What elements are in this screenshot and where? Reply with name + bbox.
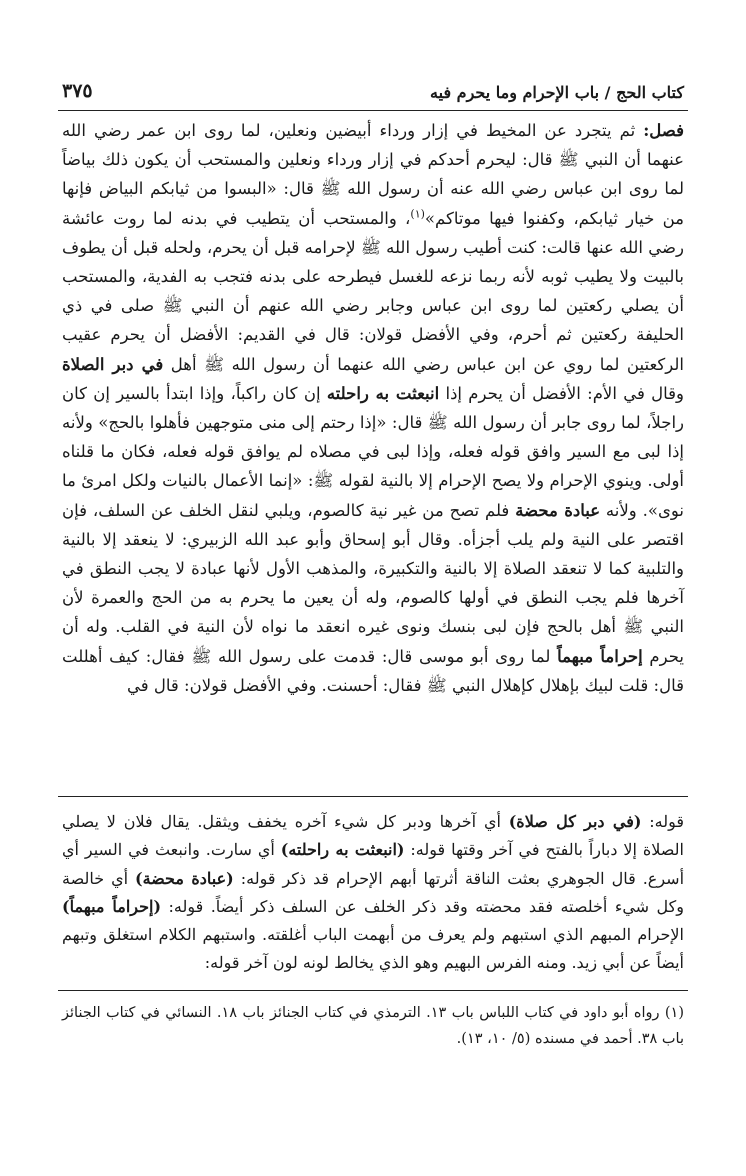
text-run: فلم تصح من غير نية كالصوم، ويلبي لنقل الخلف عن السلف، فإن اقتصر على النية ولم يلب أجزأه. وقال أبو إسحاق وأبو عبد الله الزبيري: لا ينعقد إلا بالنية والتلبية كما لا تنعقد الصلاة إلا بالنية والتكبيرة، والمذهب الأول لأنها عبادة لا يجب النطق في آخرها فلم يجب النطق في أولها كالصوم، وله أن يعين ما يحرم به من الحج والعمرة لأن النبي ﷺ أهل بالحج فإن لبى بنسك ونوى غيره انعقد ما نواه لأن النية في القلب. وله أن يحرم — [62, 500, 684, 666]
text-run: ثم يتجرد عن المخيط في إزار ورداء أبيضين ونعلين، لما روى ابن عمر رضي الله عنهما أن النبي ﷺ قال: ليحرم أحدكم في إزار ورداء ونعلين والمستحب أن يكون ذلك بياضاً لما روى ابن عباس رضي الله عنه أن رسول الله ﷺ قال: «البسوا من ثيابكم البياض فإنها من خيار ثيابكم، وكفنوا فيها موتاكم» — [62, 121, 684, 228]
main-paragraph — [62, 116, 684, 700]
glossed-term: (انبعثت به راحلته) — [280, 840, 405, 860]
highlight-term: في دبر الصلاة — [62, 354, 164, 374]
highlight-term: انبعثت به راحلته — [326, 383, 440, 403]
page-header — [62, 66, 684, 110]
glossed-term: (في دبر كل صلاة) — [508, 812, 642, 831]
text-run: ، والمستحب أن يتطيب في بدنه لما روت عائشة رضي الله عنها قالت: كنت أطيب رسول الله ﷺ لإحرامه قبل أن يحرم، ولحله قبل أن يطوف بالبيت ولا يطيب ثوبه لأنه ربما نزعه للغسل فيطرحه على بدنه فتجب به الفدية، والمستحب أن يصلي ركعتين لما روى ابن عباس وجابر رضي الله عنهم أن النبي ﷺ صلى في ذي الحليفة ركعتين ثم أحرم، وفي الأفضل قولان: قال في القديم: الأفضل أن يحرم عقيب الركعتين لما روي عن ابن عباس رضي الله عنهما أن رسول الله ﷺ أهل — [62, 208, 684, 374]
highlight-term: عبادة محضة — [515, 500, 601, 520]
glossed-term: (عبادة محضة) — [135, 868, 234, 888]
text-run: إن كان راكباً، وإذا ابتدأ بالسير إن كان راجلاً، لما روى جابر أن رسول الله ﷺ قال: «إذا رحتم إلى منى متوجهين فأهلوا بالحج» ولأنه إذا لبى مع السير وافق قوله فعله، وإذا لبى في مصلاه لم يوافق قوله فعله، فكان ما قلناه أولى. وينوي الإحرام ولا يصح الإحرام إلا بالنية لقوله ﷺ: «إنما الأعمال بالنيات ولكل امرئ ما نوى». ولأنه — [62, 383, 684, 520]
text-run: الإحرام المبهم الذي استبهم ولم يعرف من أبهمت الباب أغلقته. واستبهم الكلام استغلق وتبهم أيضاً عن أبي زيد. ومنه الفرس البهيم وهو الذي يخالط لونه لون آخر قوله: — [62, 925, 684, 973]
book-page — [62, 66, 684, 1156]
text-run: لما روى أبو موسى قال: قدمت على رسول الله ﷺ فقال: كيف أهللت قال: قلت لبيك بإهلال كإهلال النبي ﷺ فقال: أحسنت. وفي الأفضل قولان: قال في — [62, 646, 684, 695]
commentary-divider — [58, 796, 688, 797]
text-run: وقال في الأم: الأفضل أن يحرم إذا — [439, 383, 685, 403]
commentary-section — [62, 808, 684, 978]
header-rule — [58, 110, 688, 111]
footnote-1: (١) رواه أبو داود في كتاب اللباس باب ١٣. الترمذي في كتاب الجنائز باب ١٨. النسائي في كتاب الجنائز باب ٣٨. أحمد في مسنده (٥/ ١٠، ١٣). — [62, 1005, 685, 1047]
text-run: قوله: — [641, 812, 684, 831]
highlight-term: إحراماً مبهماً — [557, 646, 643, 666]
running-title: كتاب الحج / باب الإحرام وما يحرم فيه — [430, 83, 684, 102]
commentary-paragraph — [62, 808, 684, 978]
footnote-ref[interactable]: (١) — [410, 207, 425, 221]
main-text — [62, 116, 684, 700]
section-heading: فصل: — [643, 121, 684, 140]
text-run: أي آخرها ودبر كل شيء آخره يخفف ويثقل. يقال فلان لا يصلي الصلاة إلا دباراً بالفتح في آخر وقتها قوله: — [62, 812, 684, 860]
page-number: ٣٧٥ — [62, 80, 93, 102]
footnote-divider — [58, 990, 688, 991]
text-run: أي سارت. وانبعث في السير أي أسرع. قال الجوهري بعثت الناقة أثرتها أبهم الإحرام قد ذكر قوله: — [62, 840, 685, 888]
footnotes-section — [62, 1000, 684, 1052]
text-run: أي خالصة وكل شيء أخلصته فقد محضته وقد ذكر الخلف عن السلف ذكر أيضاً. قوله: — [62, 868, 685, 916]
glossed-term: (إحراماً مبهماً) — [62, 896, 162, 916]
